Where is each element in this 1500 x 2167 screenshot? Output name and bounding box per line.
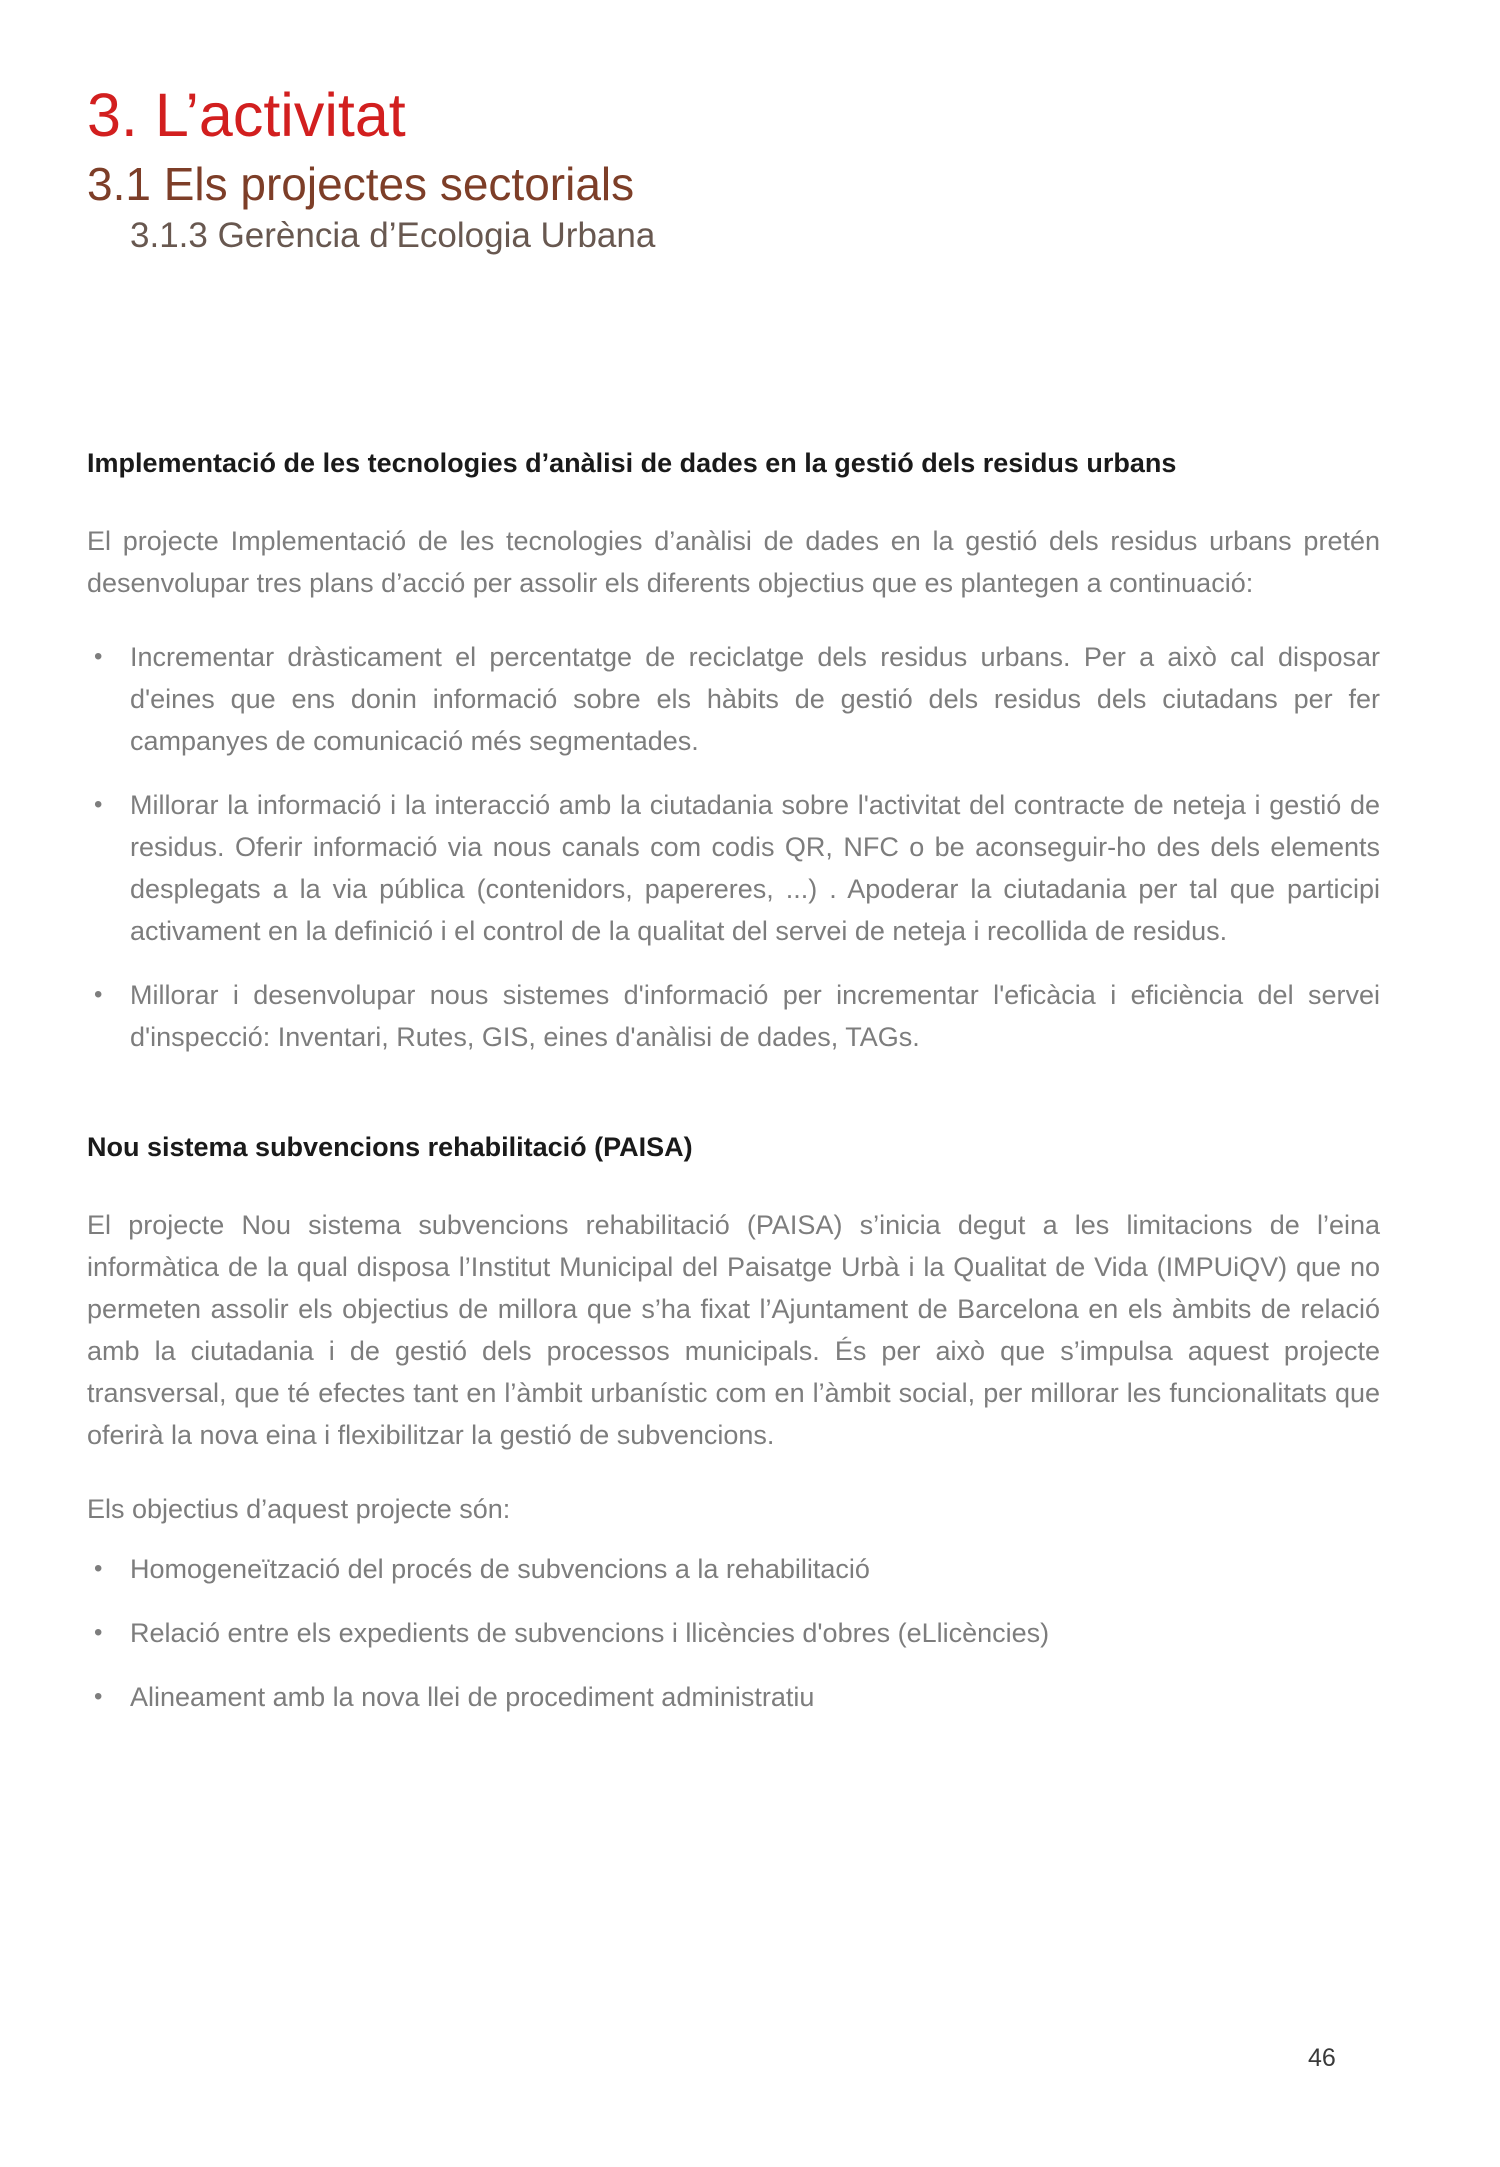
bullet-icon: • — [94, 1554, 103, 1582]
list-item — [87, 1612, 1380, 1654]
project-intro-residus: El projecte Implementació de les tecnologies d’anàlisi de dades en la gestió dels residus urbans pretén desenvolupar tres plans d’acció per assolir els diferents objectius que es plantegen a continuació: — [87, 525, 1380, 598]
bullet-text: Incrementar dràsticament el percentatge de reciclatge dels residus urbans. Per a això cal disposar d'eines que ens donin informació sobre els hàbits de gestió dels residus dels ciutadans per fer campanyes de comunicació més segmentades. — [130, 641, 1380, 756]
bullet-icon: • — [94, 980, 103, 1008]
bullet-text: Millorar i desenvolupar nous sistemes d'informació per incrementar l'eficàcia i eficiència del servei d'inspecció: Inventari, Rutes, GIS, eines d'anàlisi de dades, TAGs. — [130, 979, 1380, 1052]
bullet-icon: • — [94, 790, 103, 818]
bullet-text: Alineament amb la nova llei de procediment administratiu — [130, 1681, 815, 1712]
project-heading-paisa: Nou sistema subvencions rehabilitació (PAISA) — [87, 1131, 693, 1162]
project-section-paisa — [87, 1130, 1380, 1718]
project-section-residus — [87, 446, 1380, 1058]
list-item — [87, 636, 1380, 762]
subsection-title: 3.1.3 Gerència d’Ecologia Urbana — [130, 216, 656, 256]
bullet-list-residus — [87, 636, 1380, 1058]
project-intro-paisa: El projecte Nou sistema subvencions rehabilitació (PAISA) s’inicia degut a les limitacions de l’eina informàtica de la qual disposa l’Institut Municipal del Paisatge Urbà i la Qualitat de Vida (IMPUiQV) que no permeten assolir els objectius de millora que s’ha fixat l’Ajuntament de Barcelona en els àmbits de relació amb la ciutadania i de gestió dels processos municipals. És per això que s’impulsa aquest projecte transversal, que té efectes tant en l’àmbit urbanístic com en l’àmbit social, per millorar les funcionalitats que oferirà la nova eina i flexibilitzar la gestió de subvencions. — [87, 1209, 1380, 1450]
page-content — [87, 0, 1380, 1740]
list-item — [87, 1676, 1380, 1718]
bullet-icon: • — [94, 1682, 103, 1710]
bullet-text: Homogeneïtzació del procés de subvencions a la rehabilitació — [130, 1553, 870, 1584]
bullet-icon: • — [94, 642, 103, 670]
chapter-title: 3. L’activitat — [87, 81, 406, 149]
list-item — [87, 784, 1380, 952]
bullet-text: Millorar la informació i la interacció amb la ciutadania sobre l'activitat del contracte de neteja i gestió de residus. Oferir informació via nous canals com codis QR, NFC o be aconseguir-ho des dels elements desplegats a la via pública (contenidors, papereres, ...) . Apoderar la ciutadania per tal que participi activament en la definició i el control de la qualitat del servei de neteja i recollida de residus. — [130, 789, 1380, 946]
bullet-text: Relació entre els expedients de subvencions i llicències d'obres (eLlicències) — [130, 1617, 1050, 1648]
page-number: 46 — [1308, 2044, 1336, 2072]
section-title: 3.1 Els projectes sectorials — [87, 157, 635, 210]
objectives-label: Els objectius d’aquest projecte són: — [87, 1493, 511, 1524]
project-heading-residus: Implementació de les tecnologies d’anàlisi de dades en la gestió dels residus urbans — [87, 447, 1177, 478]
list-item — [87, 974, 1380, 1058]
bullet-list-paisa — [87, 1548, 1380, 1718]
bullet-icon: • — [94, 1618, 103, 1646]
list-item — [87, 1548, 1380, 1590]
